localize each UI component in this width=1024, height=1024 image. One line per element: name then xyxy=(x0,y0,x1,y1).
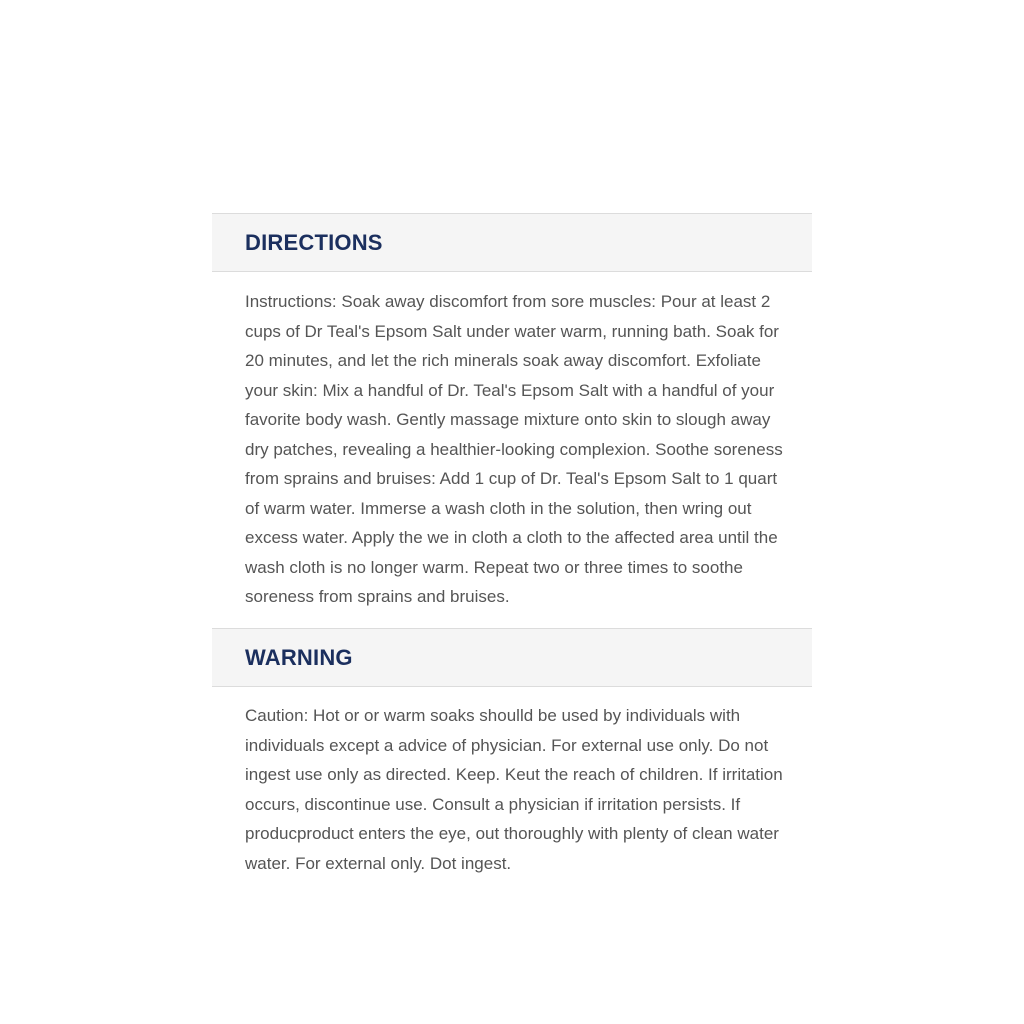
directions-heading: DIRECTIONS xyxy=(245,229,383,255)
warning-body xyxy=(212,687,812,893)
warning-text: Caution: Hot or or warm soaks shoulld be used by individuals with individuals except a advice of physician. For external use only. Do not ingest use only as directed. Keep. Keut the reach of children. If irritation occurs, discontinue use. Consult a physician if irritation persists. If producproduct enters the eye, out thoroughly with plenty of clean water water. For external only. Dot ingest. xyxy=(245,706,783,873)
warning-header xyxy=(212,628,812,687)
product-info-panel xyxy=(212,213,812,893)
directions-body xyxy=(212,272,812,628)
directions-text: Instructions: Soak away discomfort from sore muscles: Pour at least 2 cups of Dr Teal's Epsom Salt under water warm, running bath. Soak for 20 minutes, and let the rich minerals soak away discomfort. Exfoliate your skin: Mix a handful of Dr. Teal's Epsom Salt with a handful of your favorite body wash. Gently massage mixture onto skin to slough away dry patches, revealing a healthier-looking complexion. Soothe soreness from sprains and bruises: Add 1 cup of Dr. Teal's Epsom Salt to 1 quart of warm water. Immerse a wash cloth in the solution, then wring out excess water. Apply the we in cloth a cloth to the affected area until the wash cloth is no longer warm. Repeat two or three times to soothe soreness from sprains and bruises. xyxy=(245,292,783,606)
directions-header xyxy=(212,213,812,272)
warning-heading: WARNING xyxy=(245,644,353,670)
